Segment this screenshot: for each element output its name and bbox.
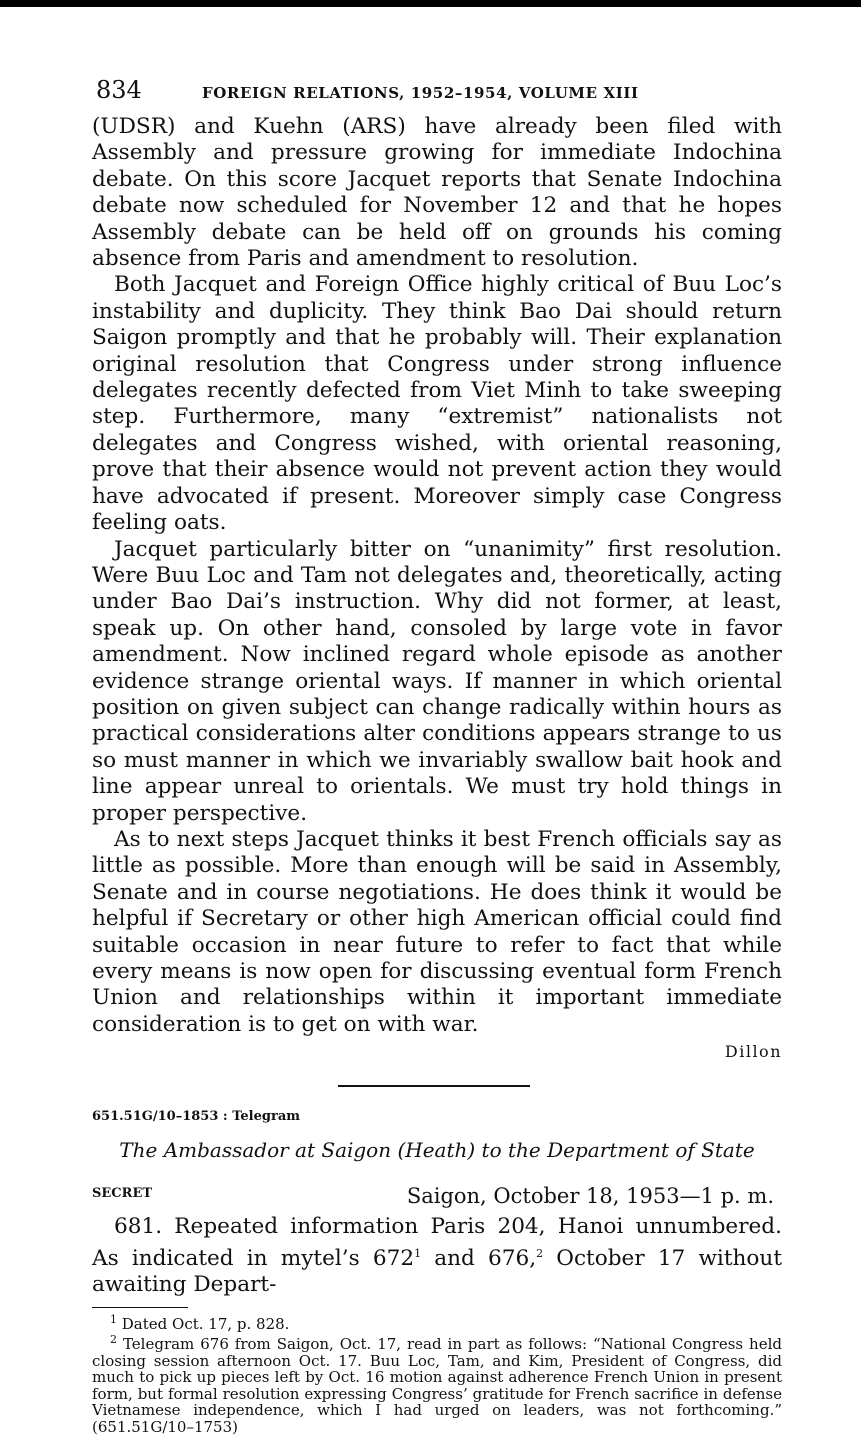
footnote-ref: 1 (414, 1246, 422, 1260)
page-number: 834 (96, 76, 142, 104)
scan-top-border (0, 0, 861, 7)
running-title: FOREIGN RELATIONS, 1952–1954, VOLUME XIII (202, 84, 639, 102)
dateline-row (92, 1184, 782, 1214)
footnote-text: Dated Oct. 17, p. 828. (121, 1314, 290, 1333)
classification: SECRET (92, 1186, 153, 1202)
paragraph: Jacquet particularly bitter on “unanimity” first resolution. Were Buu Loc and Tam not delegates and, theoretically, acting under Bao Dai’s instruction. Why did not former, at least, speak up. On other hand, consoled by large vote in favor amendment. Now inclined regard whole episode as another evidence strange oriental ways. If manner in which oriental position on given subject can change radically within hours as practical considerations alter conditions appears strange to us so must manner in which we invariably swallow bait hook and line appear unreal to orientals. We must try hold things in proper perspective. (92, 536, 782, 826)
document-page (92, 74, 782, 1435)
dateline: Saigon, October 18, 1953—1 p. m. (406, 1184, 774, 1209)
paragraph: (UDSR) and Kuehn (ARS) have already been filed with Assembly and pressure growing for immediate Indochina debate. On this score Jacquet reports that Senate Indochina debate now scheduled for November 12 and that he hopes Assembly debate can be held off on grounds his coming absence from Paris and amendment to resolution. (92, 114, 782, 272)
letter-body (92, 114, 782, 1038)
section-divider (338, 1085, 530, 1087)
telegram-body (92, 1214, 782, 1298)
signature: Dillon (724, 1042, 782, 1062)
text-run: and 676, (421, 1245, 537, 1271)
footnote-mark: 2 (110, 1333, 117, 1347)
paragraph (92, 1214, 782, 1298)
text-run: October 17 without awaiting Depart- (92, 1245, 783, 1298)
text-run: 681. Repeated information Paris 204, Hanoi unnumbered. As indicated in mytel’s 672 (92, 1214, 782, 1271)
footnote-ref: 2 (536, 1246, 544, 1260)
footnotes (92, 1312, 782, 1436)
footnote-mark: 1 (110, 1312, 117, 1326)
running-header (92, 74, 782, 114)
paragraph: As to next steps Jacquet thinks it best French officials say as little as possible. More than enough will be said in Assembly, Senate and in course negotiations. He does think it would be helpful if Secretary or other high American official could find suitable occasion in near future to refer to fact that while every means is now open for discussing eventual form French Union and relationships within it important immediate consideration is to get on with war. (92, 826, 782, 1037)
footnote (92, 1312, 782, 1333)
paragraph: Both Jacquet and Foreign Office highly critical of Buu Loc’s instability and duplicity. They think Bao Dai should return Saigon promptly and that he probably will. Their explanation original resolution that Congress under strong influence delegates recently defected from Viet Minh to take sweeping step. Furthermore, many “extremist” nationalists not delegates and Congress wished, with oriental reasoning, prove that their absence would not prevent action they would have advocated if present. Moreover simply case Congress feeling oats. (92, 272, 782, 536)
document-file-number: 651.51G/10–1853 : Telegram (92, 1109, 301, 1125)
footnote-text: Telegram 676 from Saigon, Oct. 17, read in part as follows: “National Congress held closing session afternoon Oct. 17. Buu Loc, Tam, and Kim, President of Congress, did much to pick up pieces left by Oct. 16 motion against adherence French Union in present form, but formal resolution expressing Congress’ gratitude for French sacrifice in defense Vietnamese independence, which I had urged on leaders, was not forthcoming.” (651.51G/10–1753) (92, 1335, 782, 1436)
document-title: The Ambassador at Saigon (Heath) to the Department of State (119, 1138, 755, 1163)
footnote (92, 1332, 782, 1435)
footnote-rule (92, 1307, 188, 1308)
